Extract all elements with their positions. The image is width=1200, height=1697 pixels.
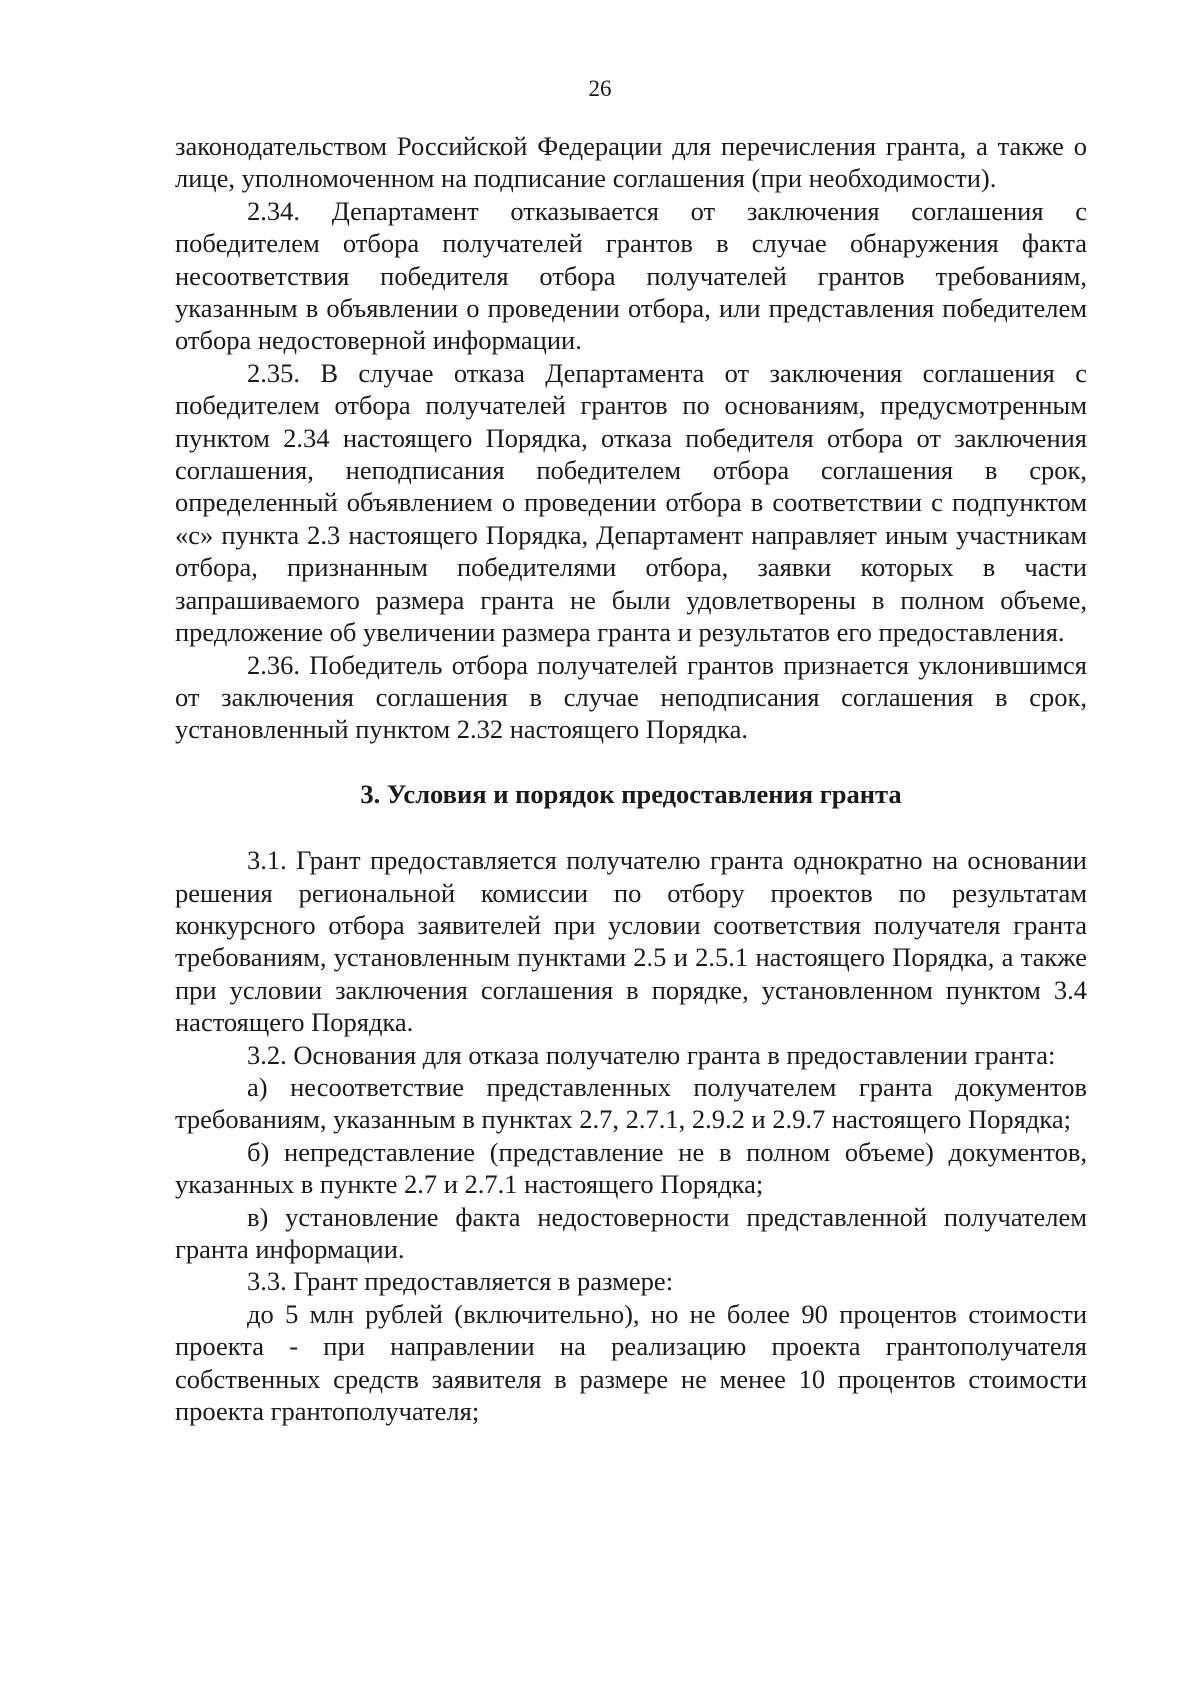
section-heading: 3. Условия и порядок предоставления гранта — [360, 778, 902, 809]
paragraph-2-35: 2.35. В случае отказа Департамента от заключения соглашения с победителем отбора получателей грантов по основаниям, предусмотренным пунктом 2.34 настоящего Порядка, отказа победителя отбора от заключения соглашения, неподписания победителем отбора соглашения в срок, определенный объявлением о проведении отбора в соответствии с подпунктом «с» пункта 2.3 настоящего Порядка, Департамент направляет иным участникам отбора, признанным победителями отбора, заявки которых в части запрашиваемого размера гранта не были удовлетворены в полном объеме, предложение об увеличении размера гранта и результатов его предоставления. — [175, 357, 1087, 648]
paragraph-3-1: 3.1. Грант предоставляется получателю гранта однократно на основании решения региональной комиссии по отбору проектов по результатам конкурсного отбора заявителей при условии соответствия получателя гранта требованиям, установленным пунктами 2.5 и 2.5.1 настоящего Порядка, а также при условии заключения соглашения в порядке, установленном пунктом 3.4 настоящего Порядка. — [175, 845, 1087, 1038]
paragraph-grant-amount: до 5 млн рублей (включительно), но не более 90 процентов стоимости проекта - при направлении на реализацию проекта грантополучателя собственных средств заявителя в размере не менее 10 процентов стоимости проекта грантополучателя; — [175, 1298, 1087, 1427]
paragraph-continuation: законодательством Российской Федерации для перечисления гранта, а также о лице, уполномоченном на подписание соглашения (при необходимости). — [175, 131, 1087, 194]
list-item-c: в) установление факта недостоверности представленной получателем гранта информации. — [175, 1201, 1087, 1264]
paragraph-2-36: 2.36. Победитель отбора получателей грантов признается уклонившимся от заключения соглашения в случае неподписания соглашения в срок, установленный пунктом 2.32 настоящего Порядка. — [175, 649, 1087, 745]
document-body — [175, 130, 1087, 1427]
paragraph-3-2: 3.2. Основания для отказа получателю гранта в предоставлении гранта: — [247, 1039, 1056, 1070]
page-number: 26 — [588, 76, 612, 101]
paragraph-3-3: 3.3. Грант предоставляется в размере: — [247, 1266, 674, 1297]
list-item-b: б) непредставление (представление не в полном объеме) документов, указанных в пункте 2.7 и 2.7.1 настоящего Порядка; — [175, 1136, 1087, 1200]
list-item-a: а) несоответствие представленных получателем гранта документов требованиям, указанным в пунктах 2.7, 2.7.1, 2.9.2 и 2.9.7 настоящего Порядка; — [175, 1071, 1087, 1135]
paragraph-2-34: 2.34. Департамент отказывается от заключения соглашения с победителем отбора получателей грантов в случае обнаружения факта несоответствия победителя отбора получателей грантов требованиям, указанным в объявлении о проведении отбора, или представления победителем отбора недостоверной информации. — [175, 195, 1087, 356]
